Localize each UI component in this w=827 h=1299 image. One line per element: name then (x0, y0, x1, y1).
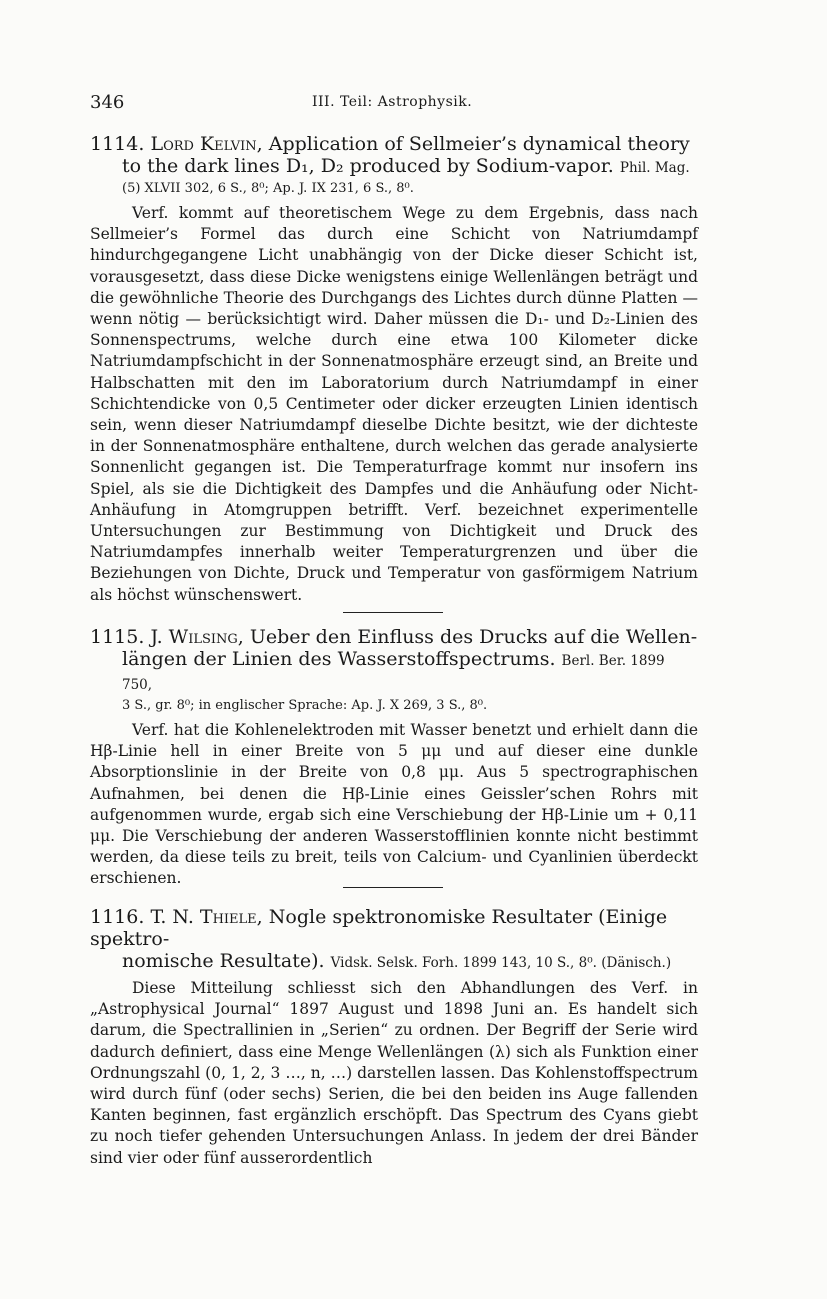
running-head: III. Teil: Astrophysik. (312, 94, 473, 110)
entry-author: T. N. Thiele (150, 906, 257, 928)
entry-heading: 1116. T. N. Thiele, Nogle spektronomiske Resultater (Einige spektro- nomische Resultate). Vidsk. Selsk. Forh. 1899 143, 10 S., 8⁰. (Dänisch.) (90, 906, 672, 972)
page-number: 346 (90, 92, 125, 113)
entry-ref-inline: Phil. Mag. (619, 160, 690, 176)
entry-ref-line: (5) XLVII 302, 6 S., 8⁰; Ap. J. IX 231, 6 S., 8⁰. (122, 181, 414, 196)
entry-title-line1: Application of Sellmeier’s dynamical theory (268, 133, 690, 155)
entry-author: J. Wilsing (150, 626, 238, 648)
entry-ref-inline: Berl. Ber. 1899 750, (122, 653, 665, 693)
entry-number: 1115. (90, 626, 145, 648)
entry-body: Verf. kommt auf theoretischem Wege zu dem Ergebnis, dass nach Sellmeier’s Formel das durch eine Schicht von Natriumdampf hindurchgegangene Licht unabhängig von der Dicke dieser Schicht ist, vorausgesetzt, dass diese Dicke wenigstens einige Wellenlängen beträgt und die gewöhnliche Theorie des Durchgangs des Lichtes durch dünne Platten — wenn nötig — berücksichtigt wird. Daher müssen die D₁- und D₂-Linien des Sonnenspectrums, welche durch eine etwa 100 Kilometer dicke Natriumdampfschicht in der Sonnenatmosphäre erzeugt sind, an Breite und Halbschatten mit den im Laboratorium durch Natriumdampf in einer Schichtendicke von 0,5 Centimeter oder dicker erzeugten Linien identisch sein, wenn dieser Natriumdampf dieselbe Dichte besitzt, wie der dichteste in der Sonnenatmosphäre enthaltene, durch welchen das gerade analysierte Sonnenlicht gegangen ist. Die Temperaturfrage kommt nur insofern ins Spiel, als sie die Dichtigkeit des Dampfes und die Anhäufung oder Nicht-Anhäufung in Atomgruppen betrifft. Verf. bezeichnet experimentelle Untersuchungen zur Bestimmung von Dichtigkeit und Druck des Natriumdampfes innerhalb weiter Temperaturgrenzen und über die Beziehungen von Dichte, Druck und Temperatur von gasförmigem Natrium als höchst wünschenswert. (90, 204, 698, 604)
entry-number: 1114. (90, 133, 145, 155)
entry-1115 (90, 626, 698, 890)
entry-ref-inline: Vidsk. Selsk. Forh. 1899 143, 10 S., 8⁰. (Dänisch.) (330, 955, 672, 971)
entry-body: Diese Mitteilung schliesst sich den Abhandlungen des Verf. in „Astrophysical Journal“ 1897 August und 1898 Juni an. Es handelt sich darum, die Spectrallinien in „Serien“ zu ordnen. Der Begriff der Serie wird dadurch definiert, dass eine Menge Wellenlängen (λ) sich als Funktion einer Ordnungszahl (0, 1, 2, 3 …, n, …) darstellen lassen. Das Kohlenstoffspectrum wird durch fünf (oder sechs) Serien, die bei den beiden ins Auge fallenden Kanten beginnen, fast ergänzlich erschöpft. Das Spectrum des Cyans giebt zu noch tiefer gehenden Untersuchungen Anlass. In jedem der drei Bänder sind vier oder fünf ausserordentlich (90, 979, 698, 1167)
entry-author: Lord Kelvin (150, 133, 257, 155)
entry-title-line2: to the dark lines D₁, D₂ produced by Sodium-vapor. (122, 155, 614, 177)
entry-1116 (90, 906, 698, 1169)
separator-rule (343, 887, 443, 888)
entry-1114 (90, 133, 698, 606)
entry-title-line1: Nogle spektronomiske Resultater (Einige spektro- (90, 906, 668, 950)
entry-title-line2: nomische Resultate). (122, 950, 325, 972)
entry-number: 1116. (90, 906, 145, 928)
page-header (90, 92, 698, 114)
entry-heading: 1115. J. Wilsing, Ueber den Einfluss des Drucks auf die Wellen- längen der Linien des Wasserstoffspectrums. Berl. Ber. 1899 750, (90, 626, 698, 693)
entry-title-line1: Ueber den Einfluss des Drucks auf die Wellen- (249, 626, 698, 648)
separator-rule (343, 612, 443, 613)
entry-body: Verf. hat die Kohlenelektroden mit Wasser benetzt und erhielt dann die Hβ-Linie hell in einer Breite von 5 μμ und auf dieser eine dunkle Absorptionslinie in der Breite von 0,8 μμ. Aus 5 spectrographischen Aufnahmen, bei denen die Hβ-Linie eines Geissler’schen Rohrs mit aufgenommen wurde, ergab sich eine Verschiebung der Hβ-Linie um + 0,11 μμ. Die Verschiebung der anderen Wasserstofflinien konnte nicht bestimmt werden, da diese teils zu breit, teils von Calcium- und Cyanlinien überdeckt erschienen. (90, 721, 698, 888)
entry-heading: 1114. Lord Kelvin, Application of Sellmeier’s dynamical theory to the dark lines D₁, D₂ produced by Sodium-vapor. Phil. Mag. (90, 133, 690, 177)
entry-ref-line: 3 S., gr. 8⁰; in englischer Sprache: Ap. J. X 269, 3 S., 8⁰. (122, 698, 488, 713)
entry-title-line2: längen der Linien des Wasserstoffspectrums. (122, 648, 556, 670)
